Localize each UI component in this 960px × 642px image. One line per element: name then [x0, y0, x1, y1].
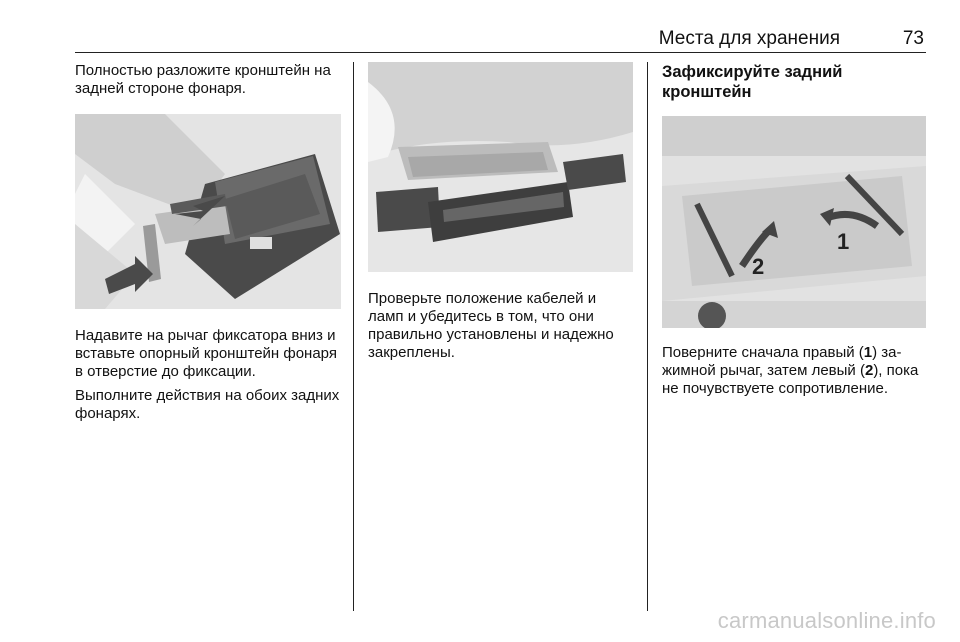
column-2	[368, 62, 633, 362]
column-3	[662, 62, 927, 398]
watermark: carmanualsonline.info	[717, 608, 936, 633]
figure-bracket-levers	[662, 116, 926, 328]
intro-text: Полностью разложите кронштейн на задней стороне фонаря.	[75, 62, 331, 97]
figure-lamp-bracket	[75, 114, 341, 309]
figure-lamp-installed	[368, 62, 633, 272]
column-divider	[353, 62, 354, 611]
instruction-text: Поверните сначала правый (1) зажимной рычаг, затем левый (2), пока не почувствуете сопротивление.	[662, 344, 919, 397]
column-1	[75, 62, 341, 423]
page-number: 73	[902, 28, 924, 49]
column-divider	[647, 62, 648, 611]
page-title: Места для хранения	[658, 28, 840, 49]
page-header	[75, 28, 926, 53]
callout-1: 1	[837, 229, 850, 254]
instruction-text: Выполните действия на обоих задних фонарях.	[75, 387, 340, 422]
instruction-text: Надавите на рычаг фиксатора вниз и вставьте опорный кронштейн фонаря в отверстие до фиксации.	[75, 327, 337, 380]
section-heading: Зафиксируйте задний кронштейн	[662, 63, 843, 101]
callout-2: 2	[752, 254, 765, 279]
instruction-text: Проверьте положение кабелей и ламп и убедитесь в том, что они правильно установлены и надежно закреплены.	[368, 290, 614, 361]
